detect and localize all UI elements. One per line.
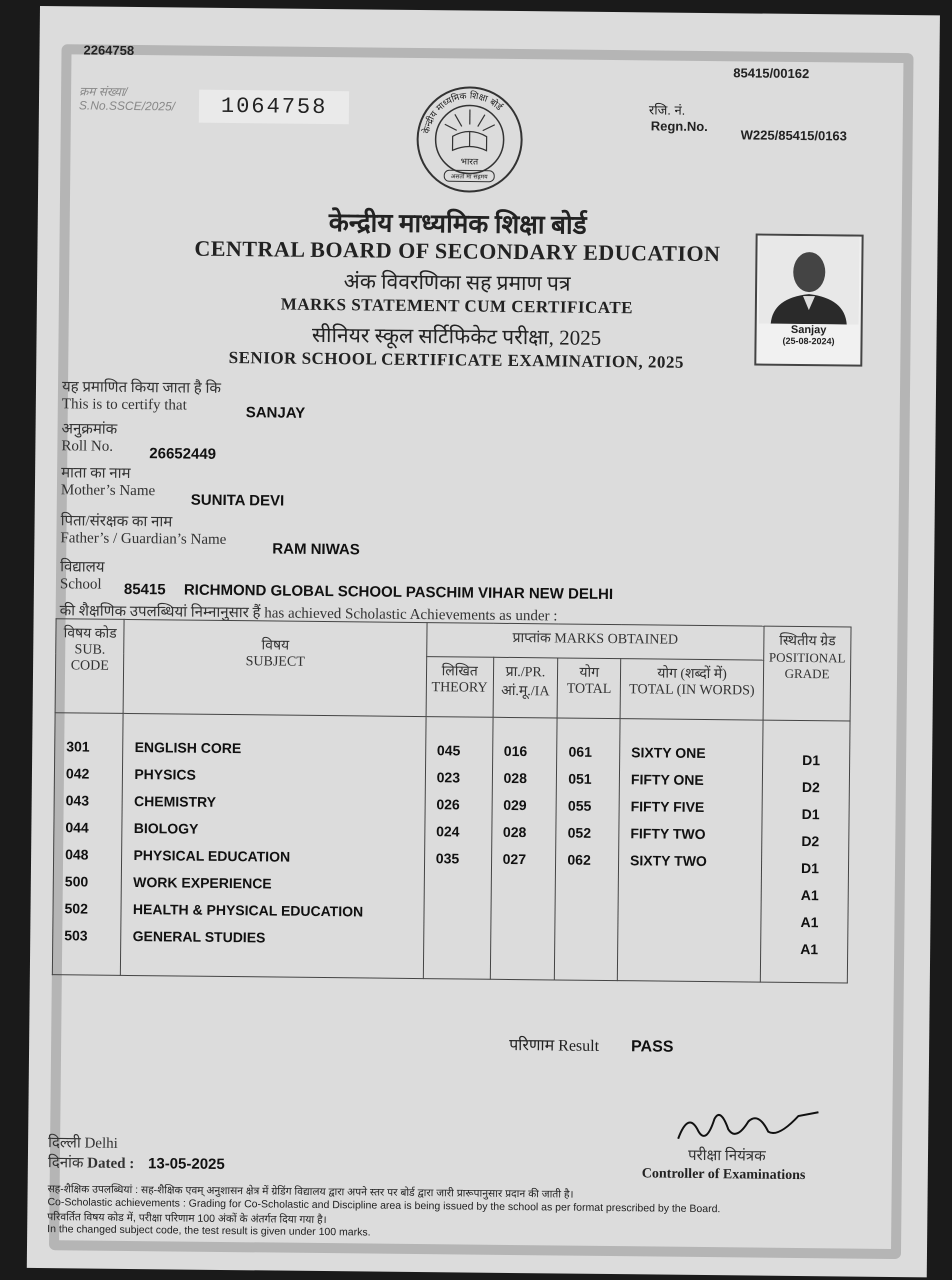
cell-subject: HEALTH & PHYSICAL EDUCATION	[132, 901, 364, 920]
cell-code: 500	[64, 873, 89, 890]
pr-column	[490, 717, 557, 980]
cell-subject: GENERAL STUDIES	[132, 928, 266, 946]
emblem-top-text: केन्द्रीय माध्यमिक शिक्षा बोर्ड	[422, 91, 504, 135]
emblem-bottom-text: भारत	[460, 157, 479, 168]
place-line	[48, 1132, 118, 1153]
footnote-1-hi: सह-शैक्षिक उपलब्धियां : सह-शैक्षिक एवम् अनुशासन क्षेत्र में ग्रेडिंग विद्यालय द्वारा अपने स्तर पर बोर्ड द्वारा जारी प्रारूपानुसार प्रदान की जाती है।	[47, 1183, 574, 1201]
regn-label-en: Regn.No.	[650, 118, 708, 134]
cell-words: FIFTY ONE	[630, 771, 704, 788]
cell-pr: 028	[502, 823, 527, 841]
cell-words: SIXTY ONE	[631, 744, 706, 762]
col-total-header: योग TOTAL	[557, 658, 620, 719]
student-photo	[754, 234, 863, 367]
footnote-2-en: In the changed subject code, the test result is given under 100 marks.	[47, 1223, 371, 1239]
marks-table	[52, 618, 852, 983]
cell-code: 044	[65, 819, 89, 836]
student-portrait-icon	[759, 236, 860, 325]
cell-code: 043	[65, 792, 90, 809]
footnote-1-en: Co-Scholastic achievements : Grading for Co-Scholastic and Discipline area is being issued by the school as per format prescribed by the Board.	[47, 1196, 721, 1216]
dated-label-hi: दिनांक	[47, 1155, 84, 1172]
board-title-en: CENTRAL BOARD OF SECONDARY EDUCATION	[194, 235, 721, 267]
school-label-hi: विद्यालय	[60, 559, 105, 576]
cell-subject: WORK EXPERIENCE	[133, 874, 272, 892]
cell-theory	[425, 899, 489, 927]
cell-pr	[492, 927, 554, 955]
emblem-motto: असतो मा सद्गमय	[450, 173, 488, 181]
regn-label-hi: रजि. नं.	[648, 102, 686, 118]
cell-words: SIXTY TWO	[630, 852, 707, 870]
cell-total	[556, 927, 616, 955]
father-label-hi: पिता/संरक्षक का नाम	[60, 513, 173, 531]
serial-label-en: S.No.SSCE/2025/	[78, 98, 176, 114]
serial-label-hi: क्रम संख्या/	[79, 84, 128, 99]
cell-words: FIFTY TWO	[630, 825, 706, 843]
cell-pr: 029	[503, 796, 527, 814]
school-name: RICHMOND GLOBAL SCHOOL PASCHIM VIHAR NEW DELHI	[183, 581, 614, 604]
achievement-label-hi: की शैक्षणिक उपलब्धियां निम्नानुसार हैं	[59, 603, 261, 622]
cell-total: 062	[567, 851, 591, 868]
cell-grade: A1	[800, 887, 819, 904]
cell-theory: 023	[436, 769, 461, 786]
certify-label-en: This is to certify that	[61, 396, 187, 414]
cell-theory	[425, 926, 489, 954]
roll-label-hi: अनुक्रमांक	[61, 421, 118, 438]
cell-grade: D1	[801, 806, 820, 823]
cell-subject: ENGLISH CORE	[134, 739, 242, 757]
board-title-hi: केन्द्रीय माध्यमिक शिक्षा बोर्ड	[328, 208, 587, 240]
cell-grade: D2	[801, 833, 820, 850]
cell-subject: BIOLOGY	[133, 820, 199, 837]
col-grade-header: स्थितीय ग्रेड POSITIONAL GRADE	[763, 626, 851, 721]
cell-total: 055	[567, 797, 592, 814]
cell-theory: 045	[436, 742, 461, 759]
cell-grade: D1	[802, 752, 821, 769]
mother-label-en: Mother’s Name	[60, 482, 156, 500]
cert-title-hi: अंक विवरणिका सह प्रमाण पत्र	[343, 269, 571, 296]
top-right-number: 85415/00162	[733, 65, 810, 82]
subcode-column	[52, 713, 123, 976]
cell-words	[619, 901, 759, 929]
table-header-row-1	[56, 619, 851, 661]
result-line	[509, 1033, 674, 1057]
cell-total: 052	[567, 824, 592, 841]
father-name: RAM NIWAS	[272, 540, 360, 559]
achievement-label-en: has achieved Scholastic Achievements as under :	[264, 605, 558, 625]
svg-text:केन्द्रीय माध्यमिक शिक्षा बोर्	[420, 89, 506, 136]
cell-code: 503	[64, 927, 88, 944]
certificate-paper	[27, 6, 940, 1277]
col-pr-header: प्रा./PR. आं.मू./IA	[493, 657, 558, 718]
result-label-hi: परिणाम	[509, 1036, 555, 1055]
photo-name: Sanjay	[790, 323, 827, 337]
controller-en: Controller of Examinations	[641, 1166, 806, 1184]
exam-title-hi: सीनियर स्कूल सर्टिफिकेट परीक्षा, 2025	[311, 322, 602, 350]
grade-column	[760, 720, 850, 983]
father-label-en: Father’s / Guardian’s Name	[60, 530, 227, 548]
theory-column	[423, 717, 493, 980]
words-column	[617, 719, 763, 982]
cell-grade: D2	[801, 779, 820, 796]
cell-pr: 016	[503, 742, 528, 760]
cell-words	[619, 928, 759, 956]
exam-title-en: SENIOR SCHOOL CERTIFICATE EXAMINATION, 2025	[228, 347, 685, 372]
cell-pr	[492, 873, 554, 901]
cell-subject: CHEMISTRY	[134, 793, 217, 810]
cell-theory	[425, 872, 489, 900]
footnote-2-hi: परिवर्तित विषय कोड में, परीक्षा परिणाम 100 अंकों के अंतर्गत दिया गया है।	[47, 1211, 327, 1227]
cell-pr: 028	[503, 769, 527, 787]
result-value: PASS	[630, 1038, 674, 1056]
certify-label-hi: यह प्रमाणित किया जाता है कि	[61, 379, 221, 397]
dated-label-en: Dated :	[87, 1155, 135, 1173]
cell-code: 042	[65, 765, 90, 782]
cell-grade: D1	[801, 860, 820, 877]
cell-theory: 035	[435, 850, 460, 867]
cell-code: 048	[65, 846, 89, 863]
col-subcode-header: विषय कोड SUB. CODE	[55, 619, 124, 714]
result-label-en: Result	[558, 1037, 600, 1055]
cell-words	[620, 874, 760, 902]
place-hi: दिल्ली	[48, 1135, 81, 1152]
roll-label-en: Roll No.	[61, 438, 114, 455]
issue-date: 13-05-2025	[147, 1155, 225, 1173]
cell-grade: A1	[800, 914, 819, 931]
total-column	[555, 718, 620, 981]
cell-code: 502	[64, 900, 88, 917]
cell-total: 061	[568, 743, 592, 760]
cell-pr: 027	[502, 850, 527, 868]
roll-number: 26652449	[149, 445, 217, 463]
cell-total	[557, 873, 617, 901]
regn-number: W225/85415/0163	[740, 127, 848, 144]
cell-words: FIFTY FIVE	[630, 798, 705, 815]
cell-theory: 026	[436, 796, 460, 813]
cert-title-en: MARKS STATEMENT CUM CERTIFICATE	[280, 294, 634, 318]
place-en: Delhi	[84, 1135, 118, 1152]
top-left-number: 2264758	[83, 42, 135, 58]
school-code: 85415	[123, 580, 166, 599]
cell-subject: PHYSICS	[134, 766, 196, 783]
cell-pr	[492, 900, 554, 928]
photo-date: (25-08-2024)	[782, 335, 835, 347]
cbse-emblem-icon	[414, 84, 525, 195]
cell-subject: PHYSICAL EDUCATION	[133, 847, 291, 865]
controller-hi: परीक्षा नियंत्रक	[687, 1147, 766, 1165]
student-name: SANJAY	[245, 404, 306, 422]
cell-grade: A1	[800, 941, 819, 958]
date-line	[48, 1152, 225, 1174]
cell-total: 051	[568, 770, 592, 787]
col-theory-header: लिखित THEORY	[426, 657, 493, 718]
col-words-header: योग (शब्दों में) TOTAL (IN WORDS)	[620, 659, 764, 720]
cell-total	[557, 900, 617, 928]
cell-code: 301	[66, 738, 90, 755]
mother-name: SUNITA DEVI	[190, 491, 285, 510]
table-body-row	[52, 713, 850, 983]
cell-theory: 024	[436, 823, 460, 840]
col-subject-header: विषय SUBJECT	[124, 619, 427, 716]
mother-label-hi: माता का नाम	[61, 465, 131, 482]
subject-column	[121, 713, 426, 978]
school-label-en: School	[59, 576, 102, 593]
serial-number: 1064758	[199, 90, 350, 125]
col-marks-header: प्राप्तांक MARKS OBTAINED	[426, 623, 764, 661]
